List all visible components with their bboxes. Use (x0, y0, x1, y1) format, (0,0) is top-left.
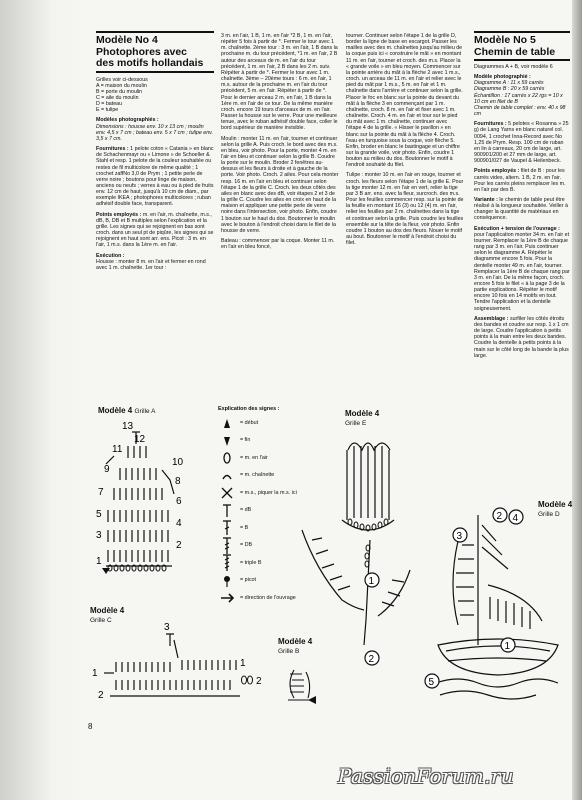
grille-c-step-2b: 2 (256, 676, 262, 687)
m5-supplies-title: Fournitures : (474, 121, 507, 128)
m5-assembly-text: surfiler les côtés étroits des bandes et coudre sur resp. 1 x 1 cm de large. Coudre l'application à petits points à la main entre les deux bandes. Coudre la dentelle à petits points à la main sur le côté long de la bande la plus large. (474, 315, 569, 359)
grille-a-row-2: 2 (176, 540, 182, 551)
grille-e-step-1: 1 (368, 576, 375, 587)
grids-intro: Grilles voir ci-dessous (96, 76, 148, 83)
legend-chain: = m. en l'air (218, 449, 340, 467)
grille-c-step-2: 2 (98, 690, 104, 701)
grille-a-row-11: 11 (112, 444, 123, 455)
legend-title: Explication des signes : (218, 406, 280, 412)
grille-a-row-1: 1 (96, 556, 102, 567)
points-text: m. en l'air, m. chaînette, m.s., dB, B, DB et B multiples selon l'explication et la grille. Les signes qui se rejoignent en bas sont croch. dans un seul pt de piqûre, les signes qui se rejoignent en haut sont arr. ens. Picot : 3 m. en l'air, 1 m.s. dans la 1ère m. en l'air. (96, 211, 214, 249)
legend-start: = début (218, 414, 340, 432)
single-crochet-icon (218, 485, 240, 501)
grille-a-row-12: 12 (134, 434, 146, 445)
m5-points-text: filet de B : pour les carrés vides, altern. 1 B, 2 m. en l'air. Pour les carrés pleins remplacer les m. en l'air par des B. (474, 168, 566, 193)
legend-slip: = m. chaînette (218, 467, 340, 485)
grid-key-d: D = bateau (96, 101, 123, 108)
modele-5-title: Modèle No 5 Chemin de table (474, 31, 570, 61)
m5-execution-text: pour l'application monter 34 m. en l'air et tourner. Remplacer la 1ère B de chaque rang par 3 m. en l'air. Puis continuer selon le diagramme A. Répéter le diagramme encore 5 fois. Pour la dentelle monter 49 m. en l'air, tourner. Remplacer la 1ère B de chaque rang par 3 m. en l'air. De la même façon, croch. encore 5 fois le filet « à la page 3 de la partie explications. Répéter le motif encore 10 fois en 14 motifs en tout. Tendre l'application et la dentelle soigneusement. (474, 231, 570, 312)
legend-direction: = direction de l'ouvrage (218, 589, 340, 607)
grille-a-row-3: 3 (96, 530, 102, 541)
grille-c-step-3: 3 (164, 622, 170, 633)
legend-sc: = m.s., piquer la m.s. ici (218, 484, 340, 502)
caption-grille-b: Modèle 4 Grille B (278, 637, 313, 655)
photo-section-title: Modèles photographiés : (96, 117, 159, 124)
chain-stitch-icon (218, 450, 240, 466)
caption-grille-c: Modèle 4 Grille C (90, 606, 125, 624)
triple-treble-icon (218, 555, 240, 571)
slip-stitch-icon (218, 468, 240, 484)
site-watermark: PassionForum.ru (338, 764, 514, 788)
caption-grille-e: Modèle 4 Grille E (345, 409, 380, 427)
legend-triple: = triple B (218, 554, 340, 572)
column-modele-5: Modèle No 5 Chemin de table Diagrammes A + B, voir modèle 6 Modèle photographié : Diagramme A : 11 x 59 carrés Diagramme B : 20 x 59 carrés Échantillon : 17 carrés x 22 rgs = 10 x 10 cm en filet de B Chemin de table complet : env. 40 x 98 cm Fournitures : 5 pelotes « Rosanna » 25 g) de Lang Yarns en blanc naturel col. 0094, 1 crochet Inna-Record avec No 1,25 de Prym. Resp. 100 cm de ruban en lin à carreaux, 20 cm de large, art. 900901/200 et 27 mm de large, art. 900901/027 de Vaupel & Heilenbeck. Points employés : filet de B : pour les carrés vides, altern. 1 B, 2 m. en l'air. Pour les carrés pleins remplacer les m. en l'air par des B. Variante : le chemin de table peut être réalisé à la longueur souhaitée. Veiller à changer la quantité de matériaux en conséquence. Exécution + tension de l'ouvrage : pour l'application monter 34 m. en l'air et tourner. Remplacer la 1ère B de chaque rang par 3 m. en l'air. Puis continuer selon le diagramme A. Répéter le diagramme encore 5 fois. Pour la dentelle monter 49 m. en l'air, tourner. Remplacer la 1ère B de chaque rang par 3 m. en l'air. De la même façon, croch. encore 5 fois le filet « à la page 3 de la partie explications. Répéter le motif encore 10 fois en 14 motifs en tout. Tendre l'application et la dentelle soigneusement. Assemblage : surfiler les côtés étroits des bandes et coudre sur resp. 1 x 1 cm de large. Coudre l'application à petits points à la main entre les deux bandes. Coudre la dentelle à petits points à la main sur le côté long de la bande la plus large. (474, 30, 570, 480)
legend-hdc: = dB (218, 502, 340, 520)
start-symbol-icon (218, 415, 240, 431)
legend-picot: = picot (218, 572, 340, 590)
execution-text: Housse : monter 8 m. en l'air et fermer en rond avec 1 m. chaînette. 1er tour : (96, 258, 206, 271)
grille-a-row-7: 7 (98, 487, 104, 498)
bateau-intro-text: Bateau : commencer par la coque. Monter 11 m. en l'air en bleu foncé, (221, 238, 335, 251)
page-binding-shadow (0, 0, 88, 800)
grid-key-b: B = porte du moulin (96, 88, 143, 95)
grille-d-step-2: 2 (496, 511, 503, 522)
treble-crochet-icon (218, 538, 240, 554)
grid-key-e: E = tulipe (96, 107, 119, 114)
direction-arrow-icon (218, 590, 240, 606)
grille-a-row-13: 13 (122, 421, 134, 432)
grille-a-row-4: 4 (176, 518, 182, 529)
grille-c-diagram (90, 620, 270, 710)
m5-execution-title: Exécution + tension de l'ouvrage : (474, 225, 560, 232)
double-crochet-icon (218, 520, 240, 536)
m5-variant-text: le chemin de table peut être réalisé à la longueur souhaitée. Veiller à changer la quantité de matériaux en conséquence. (474, 196, 568, 222)
m5-photo-title: Modèle photographié : (474, 74, 531, 81)
legend-dc: = B (218, 519, 340, 537)
half-double-icon (218, 503, 240, 519)
grille-a-row-5: 5 (96, 509, 102, 520)
grid-key-c: C = aile du moulin (96, 94, 139, 101)
grille-e-step-2: 2 (368, 654, 375, 665)
tulipe-text: Tulipe : monter 10 m. en l'air en rouge, tourner et croch. les fleurs selon l'étape 1 de la grille E. Pour la tige monter 12 m. en l'air en vert, relier la tige par 3 B arr. ens. avec la fleur, surcroch. des m.s. Pour les feuilles commencer resp. sur la pointe de la feuille en montant 16 (3) ou 12 (4) m. en l'air, relier les feuilles par 2 m. chaînettes dans la tige et continuer selon la grille. Puis coudre les feuilles ensemble sur la tête de la fleur, voir photo. Enfin coudre 1 bouton au dos des fleurs. Nouer le motif au bout. Boutonner le motif à l'endroit choisi du filet. (346, 172, 464, 247)
legend-end: = fin (218, 432, 340, 450)
grille-c-step-1b: 1 (240, 658, 246, 669)
grille-a-row-8: 8 (175, 476, 181, 487)
end-symbol-icon (218, 433, 240, 449)
m5-variant-title: Variante : (474, 196, 498, 203)
photo-section-text: Dimensions : housse env. 10 x 13 cm ; moulin env. 4,5 x 7 cm ; bateau env. 5 x 7 cm ; tulipe env. 3,5 x 7 cm. (96, 123, 213, 142)
grille-d-diagram (418, 505, 578, 720)
column-modele-4-intro (96, 30, 214, 400)
points-title: Points employés : (96, 211, 142, 218)
grille-d-step-5: 5 (428, 677, 435, 688)
grille-d-step-1: 1 (504, 641, 511, 652)
caption-grille-a: Modèle 4 Grille A (98, 406, 156, 415)
page-number: 8 (88, 722, 93, 731)
supplies-title: Fournitures : (96, 146, 129, 153)
grille-a-diagram (92, 416, 210, 596)
modele-4-title: Modèle No 4 Photophores avec des motifs hollandais (96, 31, 214, 73)
grid-key-a: A = maison du moulin (96, 82, 147, 89)
supplies-text: 1 pelote coton « Catania » en blanc de Schachenmayr ou « Limone » de Schoeller & Stahl et resp. 1 pelote de la couleur souhaitée ou restes de fil multicolore de même qualité ; 1 crochet zaffNo 3,0 de Prym ; 1 petite perle de verre noire ; boutons pour linge de maison, anciens ou neufs ; verres à eau ou à pied de fruits env. 12 cm de haut, jusqu'à 10 cm de diam., par exemple IKEA ; photophores multicolores ; ruban adhésif double face, transparent. (96, 146, 214, 208)
legend-tr: = DB (218, 537, 340, 555)
grille-c-step-1: 1 (92, 668, 98, 679)
grille-d-step-4: 4 (512, 513, 519, 524)
m5-assembly-title: Assemblage : (474, 315, 509, 322)
grille-a-row-10: 10 (172, 457, 184, 468)
housse-rounds-text: 3 m. en l'air, 1 B, 1 m. en l'air *2 B, 1 m. en l'air, répéter 5 fois à partir de *. Fermer le tour avec 1 m. chaînette. 2ème tour : 3 m. en l'air, 1 B dans la prochaine m. du tour précédent, *1 m. en l'air, 2 B autour des arceaux de m. en l'air du tour précédent, 1 m. en l'air, 2 B dans les 2 m. suiv. Répéter à partir de *. Fermer le tour avec 1 m. chaînette. 3ème – 20ème tours : 6 m. en l'air, 1 m.s. autour de la prochaine m. en l'air du tour précédent, 5 m. en l'air. Répéter à partir de *. Pour le dernier arceau 2 m. en l'air, 1 B dans la 1ère m. en l'air de ce tour. De la même manière croch. encore 19 tours d'arceaux de m. en l'air. Passer la housse sur le verre. Pour une meilleure tenue, avec le ruban adhésif double face, coller le bord supérieur de manière invisible. (221, 33, 338, 132)
grille-a-row-9: 9 (104, 464, 110, 475)
picot-icon (218, 573, 240, 589)
m5-points-title: Points employés : (474, 168, 520, 175)
grille-d-step-3: 3 (456, 531, 463, 542)
bateau-text: tourner. Continuer selon l'étape 1 de la grille D, border la ligne de base en escargot. Passer les mailles avec des m. chaînettes jusqu'au milieu de la coque puis ici « construire le mât » en montant 11 m. en l'air, tourner et croch. des m.s. Placer la « grande voile » en bleu moyen. Commencer sur la pointe arrière du mât à la flèche 2 avec 1 m.s., croch. un arceau de 11 m. en l'air et relier avec le pied du mât par 1 m.s., 5 m. en l'air et 1 m. chaînette dans l'arrière et continuer selon la grille. Placer le foc en blanc sur la pointe du devant du mât à la flèche 3 en commençant par 1 m. chaînette, croch. 8 m. en l'air et fixer avec 1 m. chaînette. Croch. 4 m. en l'air et tour sur le pied du mât avec 1 m. chaînette, continuer avec l'étape 4 de la grille. « Hisser le pavillon » en blanc sur la pointe du mât à la flèche 4. Croch. l'eau en turquoise sous la coque, voir flèche 5. Enfin, broder en blanc le bastingage et un chiffre sur la grande voile, voir photo. Enfin, coudre 1 bouton au milieu du dos. Boutonner le motif à l'endroit souhaité du filet. (346, 33, 463, 169)
column-modele-4-continued (221, 33, 339, 398)
column-bateau-tulipe (346, 33, 464, 389)
m5-supplies-text: 5 pelotes « Rosanna » 25 g) de Lang Yarns en blanc naturel col. 0094, 1 crochet Inna-Record avec No 1,25 de Prym. Resp. 100 cm de ruban en lin à carreaux, 20 cm de large, art. 900901/200 et 27 mm de large, art. 900901/027 de Vaupel & Heilenbeck. (474, 121, 569, 165)
moulin-text: Moulin : monter 11 m. en l'air, tourner et continuer selon la grille A. Puis croch. le bord avec des m.s. en bleu, voir photo. Pour la porte, monter 4 m. en l'air en bleu et continuer selon la grille B. Coudre la porte sur le moulin. Broder 2 fenêtres au-dessus et les fleurs à droite et à gauche de la porte. Voir photo. Croch. 2 ailes. Pour cela monter resp. 16 m. en l'air en bleu et continuer selon l'étape 1 de la grille C. Croch. les deux côtés des ailes en blanc avec des dB, voir étapes 2 et 3 de la grille C. Coudre les ailes en croix en haut de la maison et appliquer une petite perle de verre noire dans l'intersection, voir photo. Enfin, coudre 1 bouton sur le haut du dos. Boutonner le moulin avec le bouton à l'endroit choisi dans le filet de la housse de verre. (221, 135, 339, 234)
execution-title: Exécution : (96, 252, 125, 259)
grille-a-row-6: 6 (176, 496, 182, 507)
caption-grille-d: Modèle 4 Grille D (538, 500, 573, 518)
diagram-reference: Diagrammes A + B, voir modèle 6 (474, 64, 553, 70)
